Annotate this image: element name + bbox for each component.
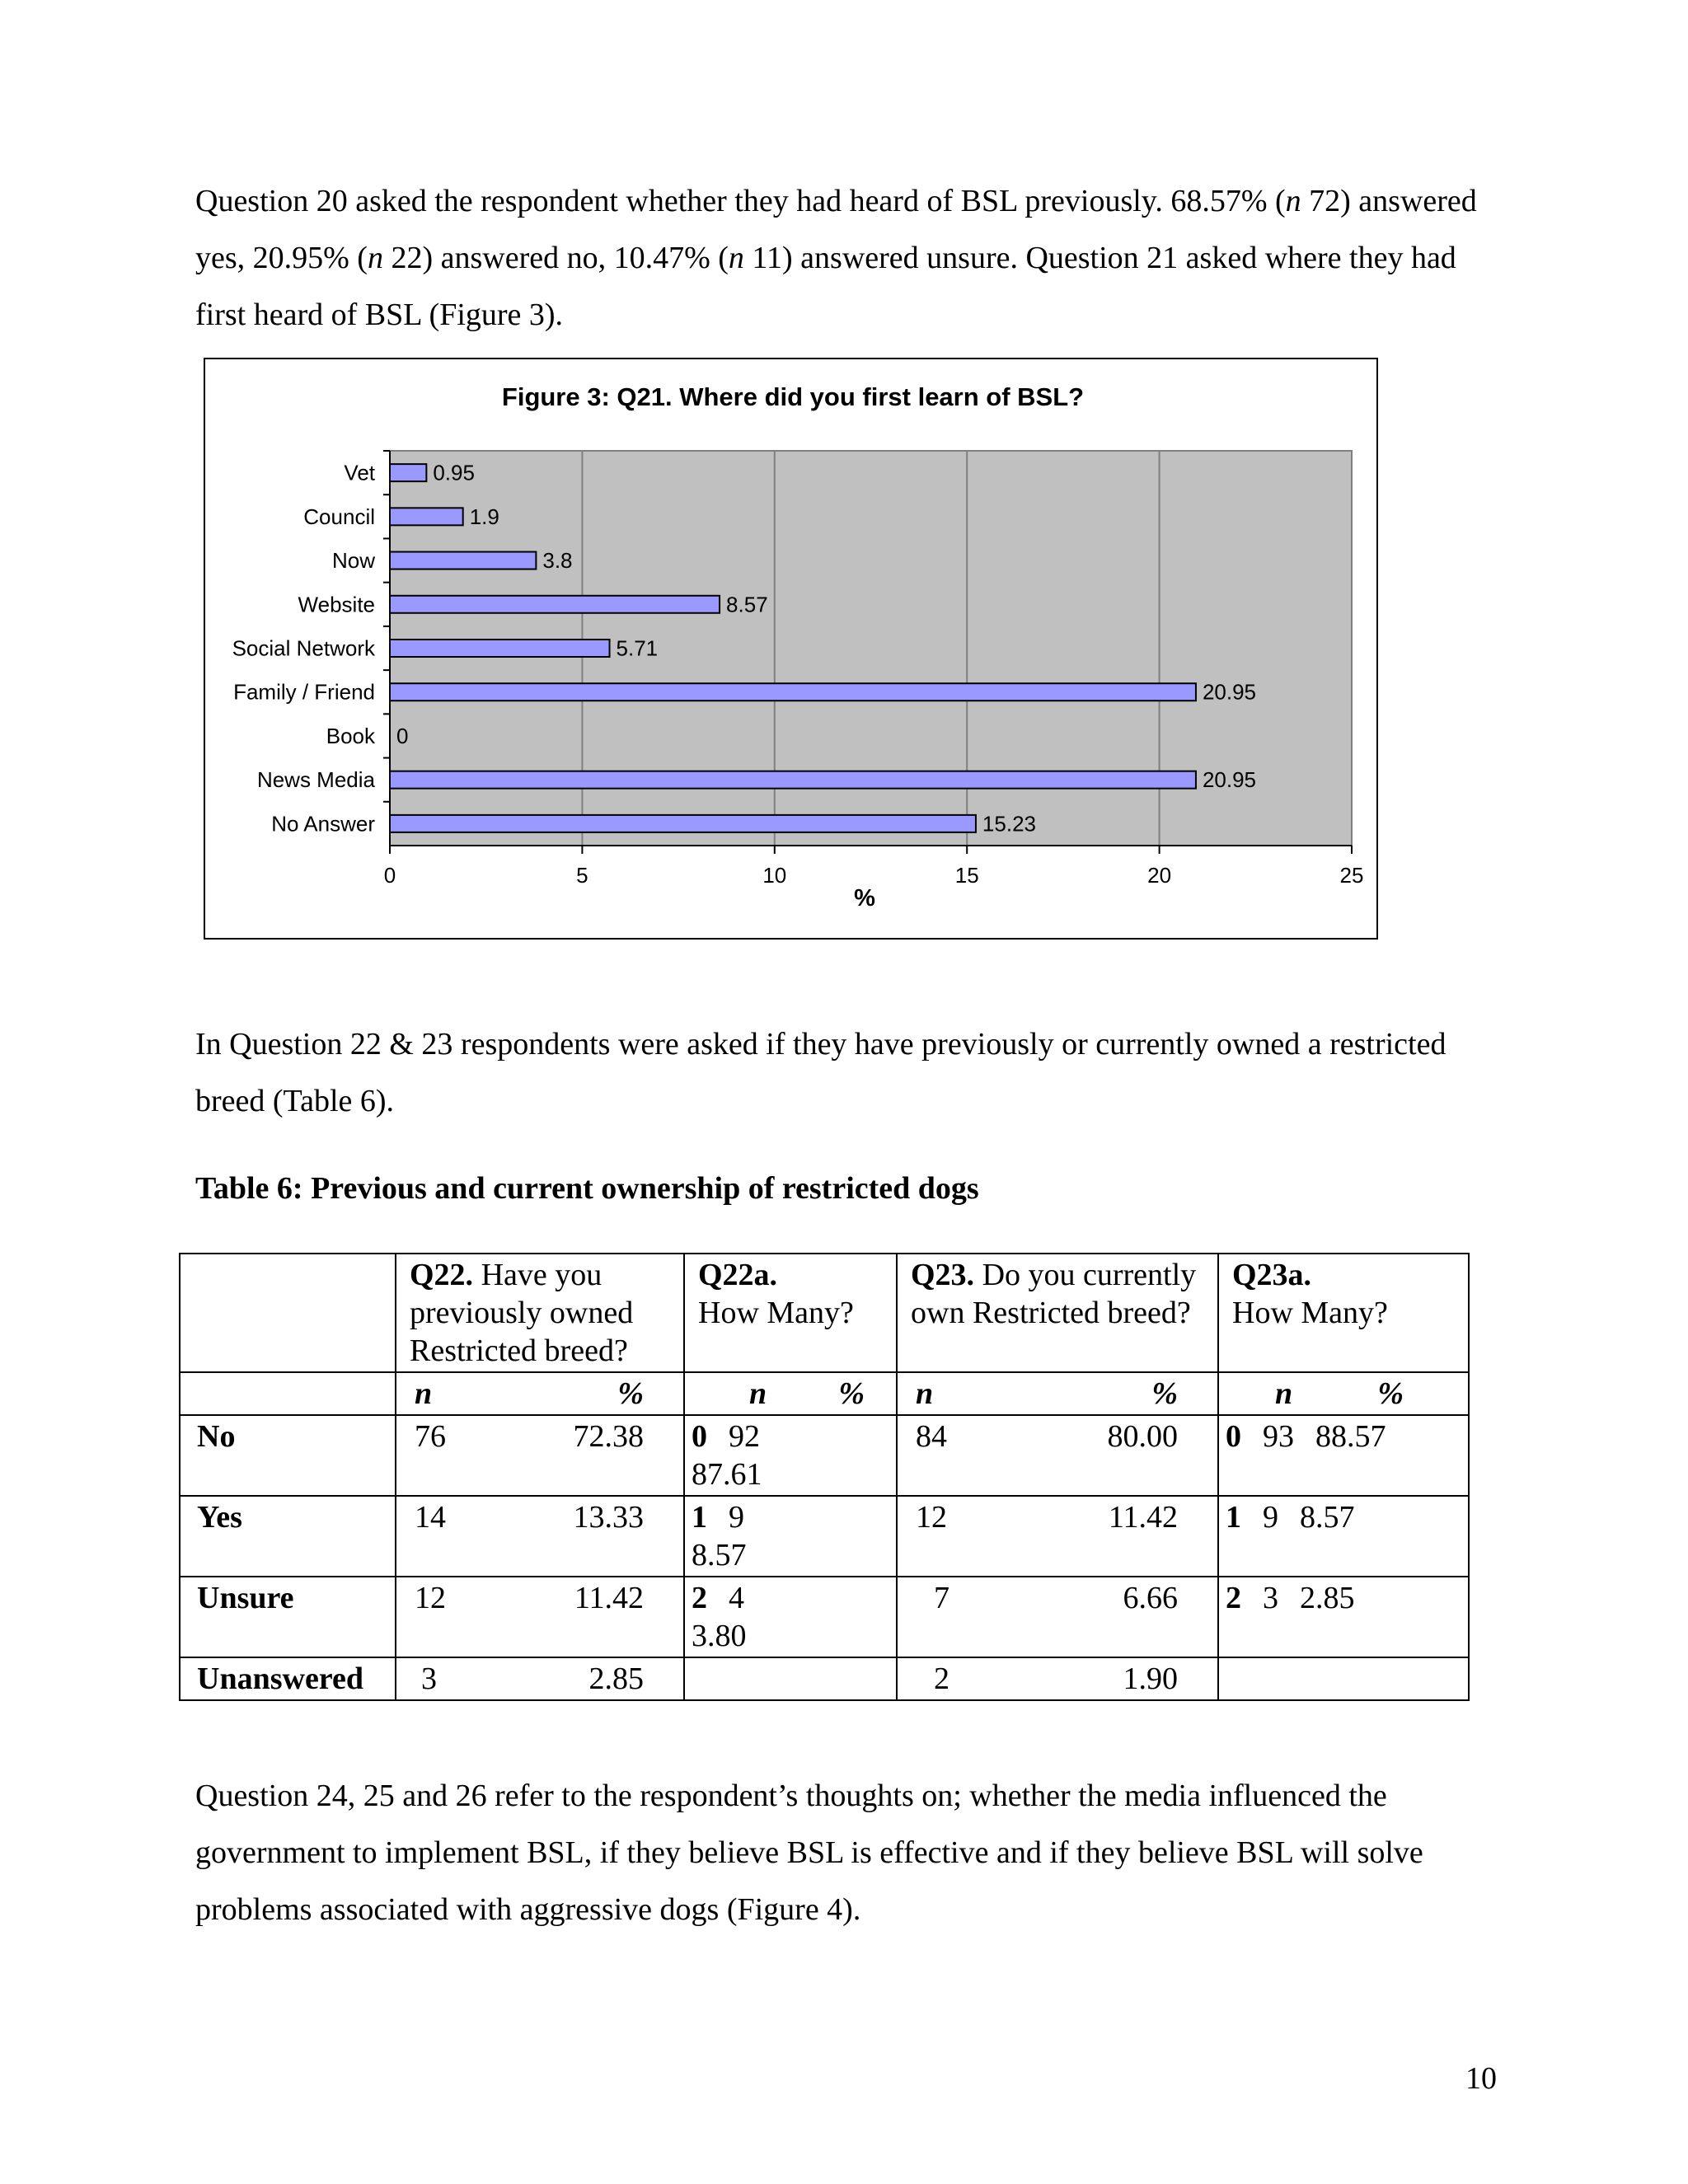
category-label: Book	[326, 723, 375, 748]
header-q23a: Q23a. How Many?	[1218, 1254, 1469, 1372]
data-label: 20.95	[1202, 679, 1257, 705]
category-label: News Media	[256, 767, 375, 793]
x-tick-label: 5	[576, 863, 588, 888]
bar	[390, 640, 610, 657]
bar	[390, 815, 976, 832]
data-label: 8.57	[726, 592, 768, 617]
subheader-q22a: n %	[684, 1372, 897, 1415]
table-row	[180, 1577, 1469, 1657]
bar-chart-svg	[205, 359, 1376, 938]
q23-cell: 2 1.90	[897, 1657, 1218, 1700]
q22-cell: 3 2.85	[396, 1657, 684, 1700]
x-tick-label: 0	[383, 863, 396, 888]
data-label: 5.71	[616, 635, 659, 661]
category-label: Now	[331, 548, 375, 574]
table-title: Table 6: Previous and current ownership of restricted dogs	[195, 1171, 979, 1206]
q23a-cell: 1 9 8.57	[1218, 1496, 1469, 1577]
x-axis-label: %	[854, 885, 875, 912]
category-label: No Answer	[271, 811, 375, 837]
page-number: 10	[1465, 2061, 1497, 2096]
q22-cell: 12 11.42	[396, 1577, 684, 1657]
category-label: Social Network	[232, 635, 375, 661]
q23a-cell: 2 3 2.85	[1218, 1577, 1469, 1657]
header-q22: Q22. Have you previously owned Restricted breed?	[396, 1254, 684, 1372]
q22-cell: 14 13.33	[396, 1496, 684, 1577]
row-label: No	[180, 1415, 396, 1496]
row-label: Unsure	[180, 1577, 396, 1657]
q22a-cell: 0 92 87.61	[684, 1415, 897, 1496]
q22-cell: 76 72.38	[396, 1415, 684, 1496]
category-label: Council	[303, 504, 375, 529]
q22a-cell: 2 4 3.80	[684, 1577, 897, 1657]
q23-cell: 84 80.00	[897, 1415, 1218, 1496]
q23a-cell: 0 93 88.57	[1218, 1415, 1469, 1496]
row-label: Unanswered	[180, 1657, 396, 1700]
category-label: Website	[298, 592, 375, 617]
q22a-cell: 1 9 8.57	[684, 1496, 897, 1577]
bar	[390, 683, 1196, 701]
data-label: 3.8	[542, 548, 573, 574]
data-label: 1.9	[469, 504, 499, 529]
subheader-q23a: n %	[1218, 1372, 1469, 1415]
category-label: Vet	[344, 460, 375, 485]
bar	[390, 508, 463, 525]
table-subheader-row	[180, 1372, 1469, 1415]
table-row	[180, 1415, 1469, 1496]
q23-cell: 7 6.66	[897, 1577, 1218, 1657]
subheader-q22: n %	[396, 1372, 684, 1415]
bar	[390, 552, 536, 569]
data-label: 0	[396, 723, 409, 748]
table-row	[180, 1657, 1469, 1700]
q23a-cell	[1218, 1657, 1469, 1700]
data-label: 15.23	[982, 811, 1037, 837]
ownership-table	[179, 1253, 1470, 1701]
header-q23: Q23. Do you currently own Restricted breed?	[897, 1254, 1218, 1372]
header-empty-cell	[180, 1254, 396, 1372]
x-tick-label: 15	[954, 863, 979, 888]
x-tick-label: 10	[762, 863, 787, 888]
category-label: Family / Friend	[233, 679, 375, 705]
q23-cell: 12 11.42	[897, 1496, 1218, 1577]
chart-title: Figure 3: Q21. Where did you first learn of BSL?	[501, 382, 1085, 411]
x-tick-label: 20	[1147, 863, 1172, 888]
data-label: 0.95	[433, 460, 475, 485]
header-q22a: Q22a. How Many?	[684, 1254, 897, 1372]
x-tick-label: 25	[1339, 863, 1364, 888]
table-intro-paragraph: In Question 22 & 23 respondents were asked if they have previously or currently owned a restricted breed (Table 6).	[195, 1027, 1447, 1118]
subheader-q23: n %	[897, 1372, 1218, 1415]
closing-paragraph: Question 24, 25 and 26 refer to the respondent’s thoughts on; whether the media influenced the government to implement BSL, if they believe BSL is effective and if they believe BSL will solve problems associated with aggressive dogs (Figure 4).	[195, 1779, 1423, 1927]
bar	[390, 771, 1196, 789]
bar	[390, 464, 426, 481]
q22a-cell	[684, 1657, 897, 1700]
intro-paragraph: Question 20 asked the respondent whether they had heard of BSL previously. 68.57% (n 72) answered yes, 20.95% (n 22) answered no, 10.47% (n 11) answered unsure. Question 21 asked where they had first heard of BSL (Figure 3).	[195, 184, 1477, 332]
data-label: 20.95	[1202, 767, 1257, 793]
bar	[390, 596, 720, 613]
table-row	[180, 1496, 1469, 1577]
row-label: Yes	[180, 1496, 396, 1577]
table-header-row	[180, 1254, 1469, 1372]
figure-3-chart	[204, 358, 1378, 940]
subheader-empty-cell	[180, 1372, 396, 1415]
